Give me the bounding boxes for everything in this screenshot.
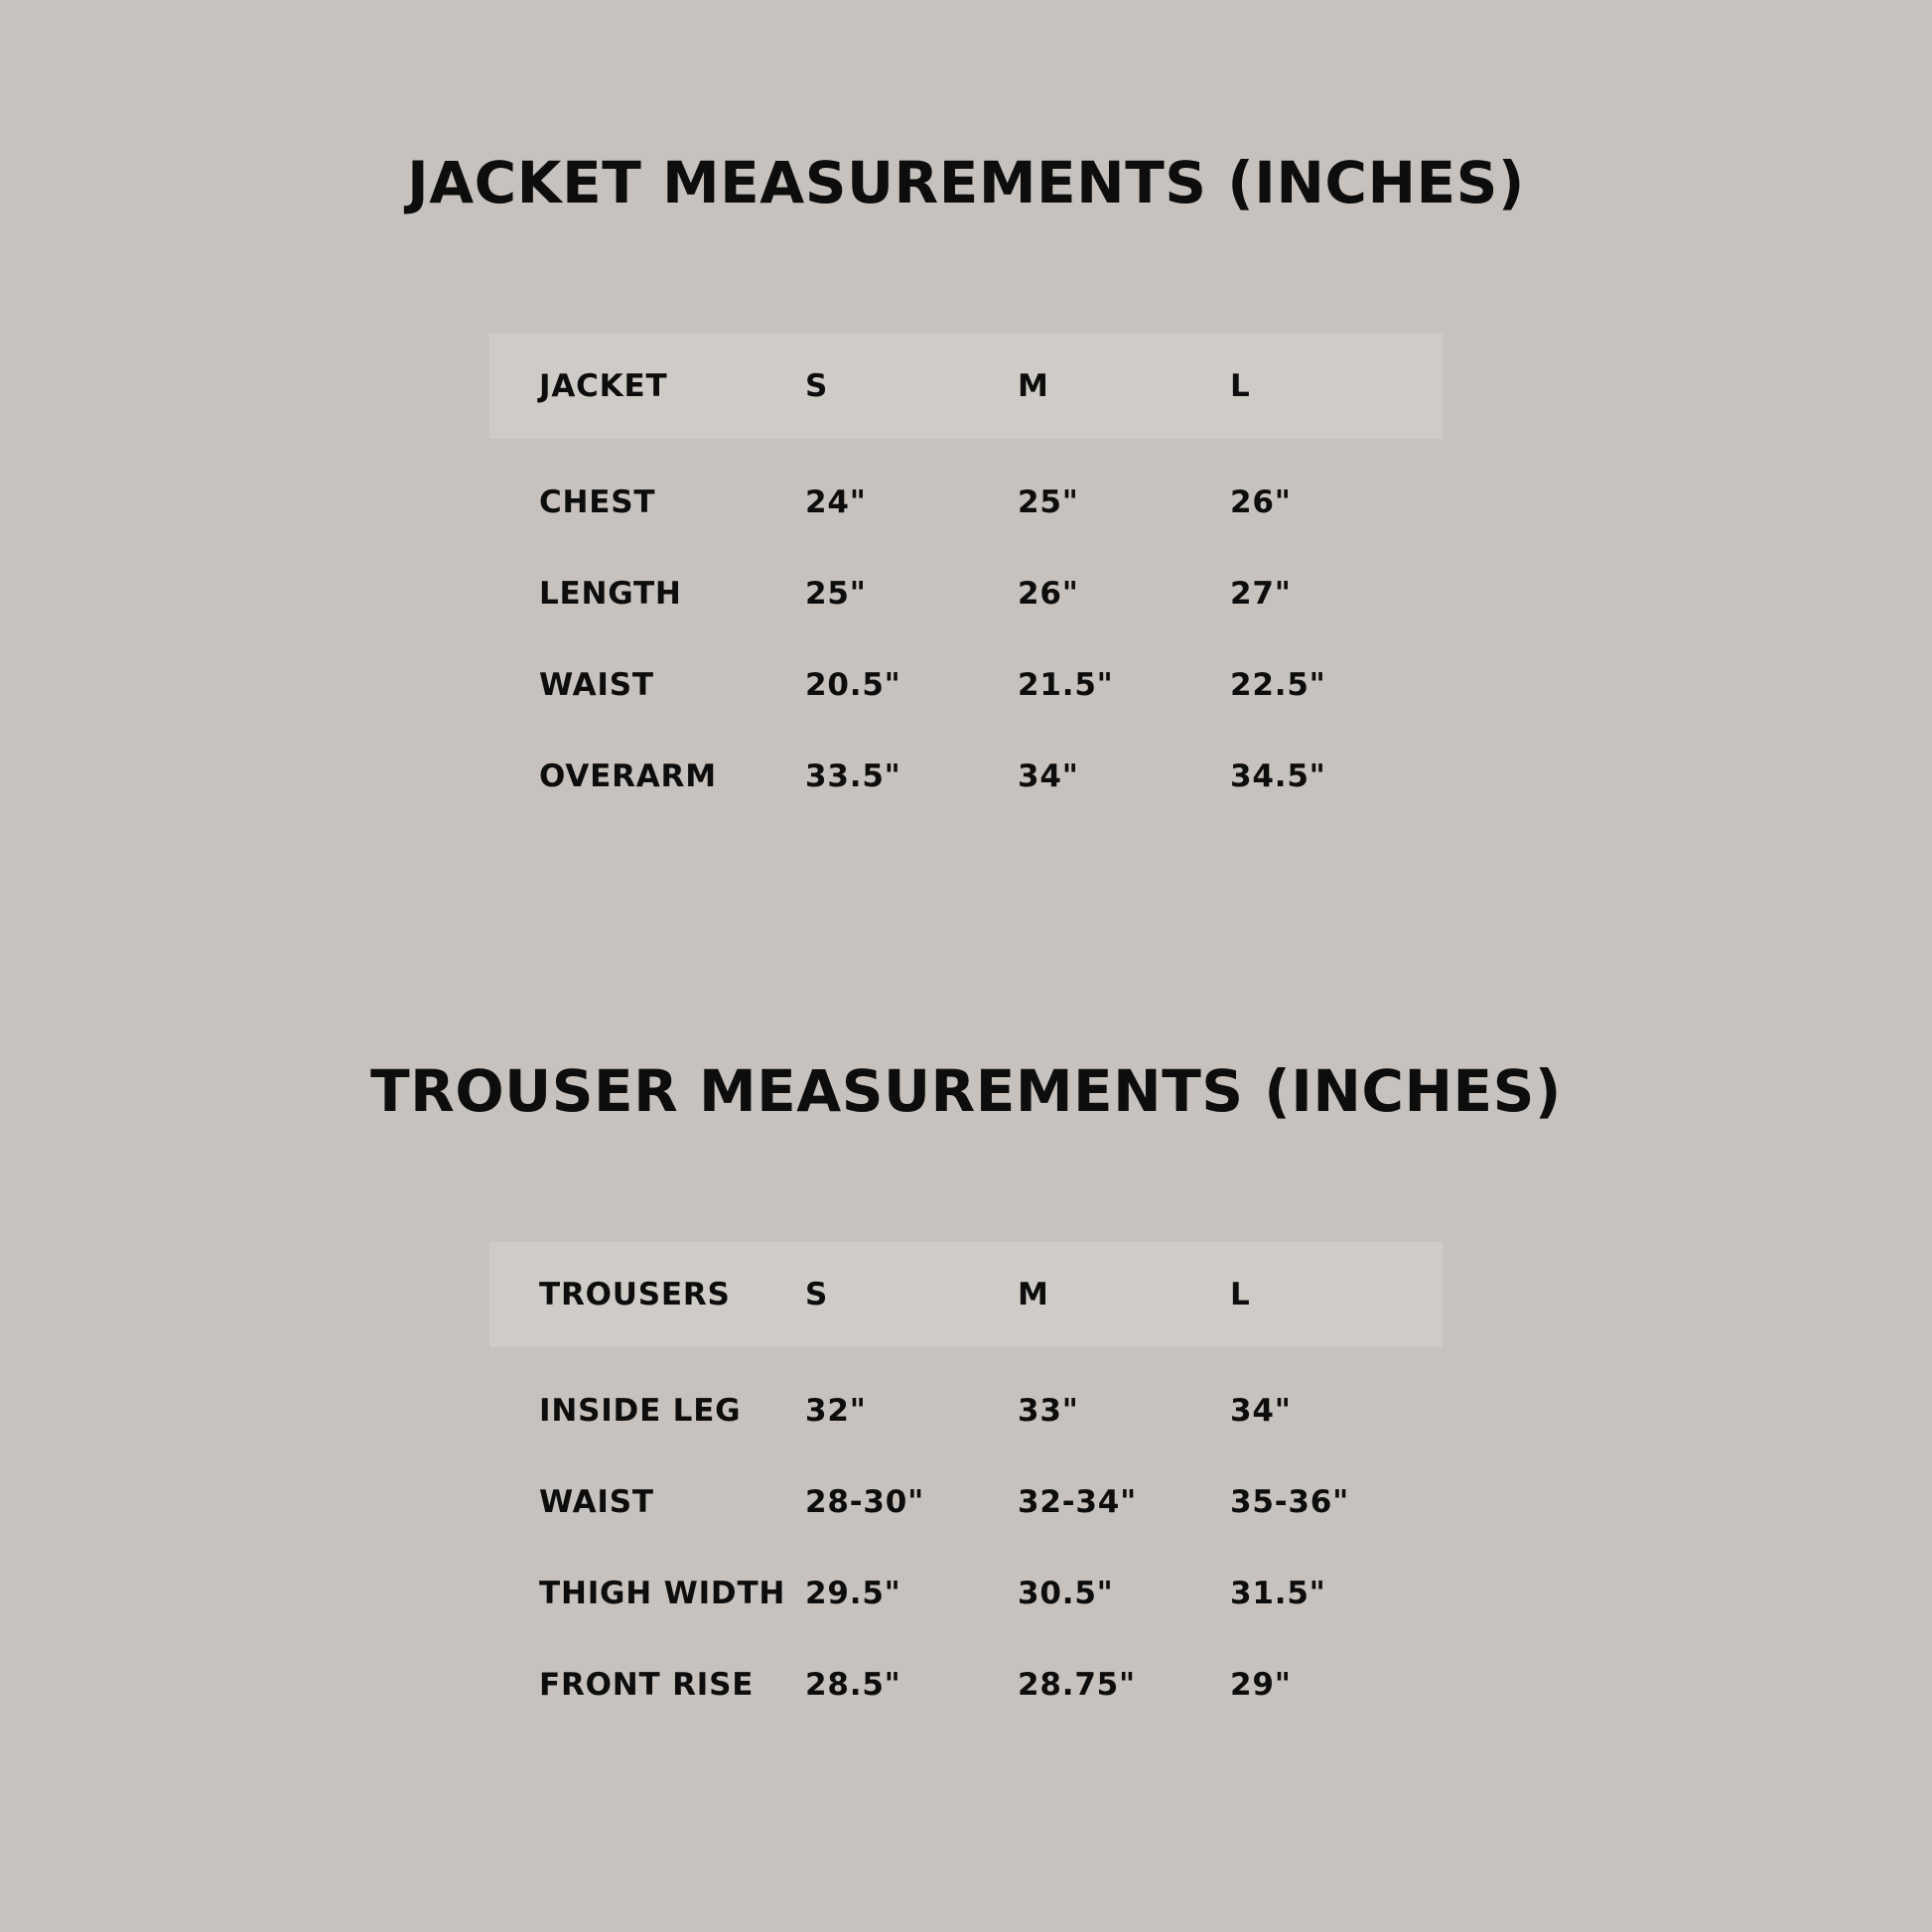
cell-m: 26" (1018, 576, 1079, 612)
cell-l: 34.5" (1230, 759, 1326, 794)
cell-s: 24" (805, 484, 867, 520)
row-label: THIGH WIDTH (539, 1576, 786, 1611)
cell-m: 32-34" (1018, 1484, 1138, 1520)
cell-l: 31.5" (1230, 1576, 1326, 1611)
cell-s: 33.5" (805, 759, 901, 794)
cell-s: 32" (805, 1393, 867, 1429)
table-row (489, 548, 1443, 639)
column-header-l: L (1230, 1277, 1251, 1312)
row-label: WAIST (539, 667, 654, 703)
table-row (489, 1548, 1443, 1639)
cell-m: 28.75" (1018, 1667, 1137, 1703)
table-header-row (489, 334, 1443, 439)
column-header-s: S (805, 1277, 829, 1312)
cell-s: 28.5" (805, 1667, 901, 1703)
row-label: INSIDE LEG (539, 1393, 742, 1429)
column-header-s: S (805, 368, 829, 404)
table-row (489, 1347, 1443, 1456)
cell-m: 34" (1018, 759, 1079, 794)
cell-l: 27" (1230, 576, 1292, 612)
cell-l: 35-36" (1230, 1484, 1350, 1520)
jacket-measurements-table (489, 334, 1443, 822)
table-row (489, 731, 1443, 822)
cell-m: 21.5" (1018, 667, 1114, 703)
trouser-measurements-section (0, 1057, 1932, 1730)
cell-l: 22.5" (1230, 667, 1326, 703)
cell-l: 29" (1230, 1667, 1292, 1703)
cell-m: 33" (1018, 1393, 1079, 1429)
row-label: CHEST (539, 484, 656, 520)
table-row (489, 639, 1443, 731)
column-header-category: JACKET (539, 368, 668, 404)
cell-l: 26" (1230, 484, 1292, 520)
cell-s: 25" (805, 576, 867, 612)
table-header-row (489, 1242, 1443, 1347)
column-header-m: M (1018, 368, 1049, 404)
cell-s: 20.5" (805, 667, 901, 703)
table-row (489, 1456, 1443, 1548)
row-label: LENGTH (539, 576, 682, 612)
cell-s: 28-30" (805, 1484, 925, 1520)
column-header-m: M (1018, 1277, 1049, 1312)
row-label: WAIST (539, 1484, 654, 1520)
column-header-l: L (1230, 368, 1251, 404)
row-label: FRONT RISE (539, 1667, 755, 1703)
cell-m: 30.5" (1018, 1576, 1114, 1611)
trouser-measurements-table (489, 1242, 1443, 1730)
trouser-section-title: TROUSER MEASUREMENTS (INCHES) (370, 1057, 1562, 1125)
row-label: OVERARM (539, 759, 717, 794)
jacket-measurements-section (0, 149, 1932, 822)
table-row (489, 1639, 1443, 1730)
cell-m: 25" (1018, 484, 1079, 520)
column-header-category: TROUSERS (539, 1277, 731, 1312)
cell-l: 34" (1230, 1393, 1292, 1429)
cell-s: 29.5" (805, 1576, 901, 1611)
jacket-section-title: JACKET MEASUREMENTS (INCHES) (407, 149, 1525, 216)
table-row (489, 439, 1443, 548)
